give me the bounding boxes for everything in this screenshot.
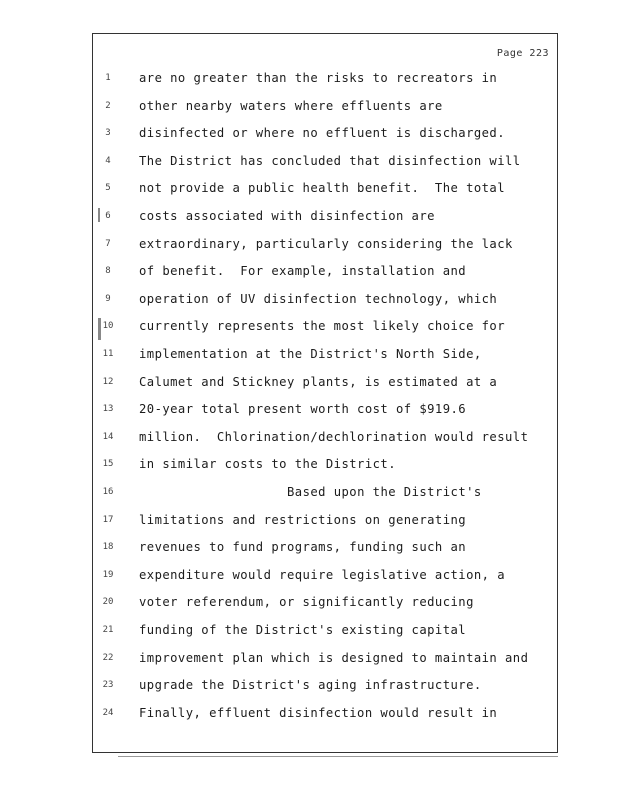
transcript-line — [93, 594, 559, 614]
line-number: 24 — [102, 707, 114, 718]
line-number: 8 — [105, 266, 111, 277]
transcript-line — [93, 291, 559, 311]
line-text: not provide a public health benefit. The total — [139, 181, 506, 196]
line-text: upgrade the District's aging infrastructure. — [139, 678, 482, 693]
transcript-line — [93, 512, 559, 532]
line-number: 9 — [105, 293, 111, 304]
line-number: 5 — [105, 183, 111, 194]
margin-mark — [98, 318, 101, 340]
line-text: costs associated with disinfection are — [139, 209, 435, 223]
line-number: 11 — [102, 349, 114, 359]
transcript-line — [93, 318, 559, 338]
transcript-line — [93, 650, 559, 670]
line-number: 13 — [102, 404, 114, 415]
margin-mark — [98, 208, 100, 222]
line-text: operation of UV disinfection technology, which — [139, 291, 498, 306]
line-number: 22 — [102, 652, 114, 663]
line-text: other nearby waters where effluents are — [139, 98, 443, 113]
transcript-line — [93, 70, 559, 90]
transcript-line — [93, 484, 559, 504]
transcript-line — [93, 125, 559, 145]
line-number: 3 — [105, 128, 111, 139]
line-text: Calumet and Stickney plants, is estimated at a — [139, 374, 498, 389]
line-text: improvement plan which is designed to maintain and — [139, 650, 529, 665]
line-text: are no greater than the risks to recreators in — [139, 71, 498, 85]
page-number: Page 223 — [496, 48, 549, 59]
line-text: of benefit. For example, installation and — [139, 264, 467, 279]
line-number: 2 — [105, 100, 111, 111]
transcript-line — [93, 567, 559, 587]
line-number: 18 — [102, 542, 114, 553]
line-number: 20 — [102, 597, 114, 608]
line-number: 1 — [105, 73, 111, 83]
line-text: in similar costs to the District. — [139, 457, 396, 472]
line-number: 10 — [102, 321, 114, 332]
line-text: 20-year total present worth cost of $919.6 — [139, 402, 467, 417]
line-number: 6 — [105, 211, 111, 221]
line-number: 15 — [102, 459, 114, 470]
line-text: Finally, effluent disinfection would result in — [139, 705, 498, 720]
transcript-page — [92, 33, 558, 753]
transcript-line — [93, 153, 559, 173]
line-text: extraordinary, particularly considering the lack — [139, 236, 513, 251]
line-text: funding of the District's existing capital — [139, 623, 467, 637]
line-text: expenditure would require legislative action, a — [139, 567, 506, 582]
line-text: Based upon the District's — [287, 485, 482, 499]
line-text: The District has concluded that disinfection will — [139, 153, 521, 168]
transcript-line — [93, 401, 559, 421]
line-number: 4 — [105, 155, 111, 166]
transcript-line — [93, 346, 559, 366]
line-number: 21 — [102, 625, 114, 635]
transcript-line — [93, 374, 559, 394]
line-number: 7 — [105, 238, 111, 249]
transcript-line — [93, 208, 559, 228]
transcript-line — [93, 98, 559, 118]
line-text: implementation at the District's North Side, — [139, 347, 482, 361]
transcript-line — [93, 705, 559, 725]
line-number: 16 — [102, 487, 114, 497]
line-text: limitations and restrictions on generating — [139, 512, 467, 527]
line-number: 19 — [102, 569, 114, 580]
transcript-line — [93, 180, 559, 200]
transcript-line — [93, 263, 559, 283]
line-number: 23 — [102, 680, 114, 691]
transcript-line — [93, 429, 559, 449]
line-text: currently represents the most likely choice for — [139, 319, 506, 334]
line-text: revenues to fund programs, funding such an — [139, 540, 467, 555]
line-text: million. Chlorination/dechlorination would result — [139, 429, 529, 444]
line-text: disinfected or where no effluent is discharged. — [139, 126, 506, 141]
transcript-line — [93, 539, 559, 559]
line-number: 17 — [102, 514, 114, 525]
transcript-line — [93, 677, 559, 697]
transcript-line — [93, 456, 559, 476]
footer-rule — [118, 756, 558, 757]
transcript-line — [93, 236, 559, 256]
line-number: 12 — [102, 376, 114, 387]
line-text: voter referendum, or significantly reducing — [139, 595, 474, 610]
transcript-line — [93, 622, 559, 642]
line-number: 14 — [102, 431, 114, 442]
